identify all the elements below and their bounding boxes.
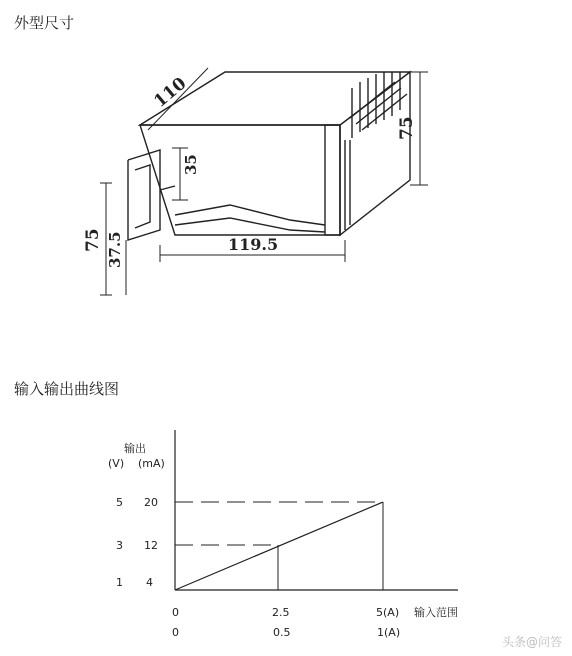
y-unit-v: (V) [108, 457, 125, 470]
y-tick-primary-3: 3 [116, 539, 123, 552]
x-tick-primary-2-5: 2.5 [272, 606, 290, 619]
x-tick-secondary-1a: 1(A) [377, 626, 401, 639]
curve-section-title: 输入输出曲线图 [14, 380, 120, 398]
x-tick-secondary-0: 0 [172, 626, 179, 639]
y-tick-secondary-4: 4 [146, 576, 153, 589]
dim-height-left: 75 [83, 228, 103, 252]
x-tick-secondary-0-5: 0.5 [273, 626, 291, 639]
y-tick-primary-5: 5 [116, 496, 123, 509]
x-axis-title: 输入范围 [414, 606, 458, 619]
y-unit-ma: (mA) [138, 457, 165, 470]
dim-depth-bottom: 119.5 [228, 235, 279, 254]
series-line [175, 502, 383, 590]
dim-height-right: 75 [397, 116, 417, 140]
watermark: 头条@问答 [501, 635, 562, 649]
y-tick-secondary-20: 20 [144, 496, 158, 509]
x-tick-primary-5a: 5(A) [376, 606, 400, 619]
x-tick-primary-0: 0 [172, 606, 179, 619]
y-axis-title: 输出 [124, 442, 146, 455]
y-tick-primary-1: 1 [116, 576, 123, 589]
y-tick-secondary-12: 12 [144, 539, 158, 552]
dim-rail-height: 35 [182, 154, 200, 175]
dim-length-top: 110 [150, 73, 191, 112]
dim-rail-center: 37.5 [106, 231, 124, 268]
dimensions-section-title: 外型尺寸 [14, 14, 75, 32]
